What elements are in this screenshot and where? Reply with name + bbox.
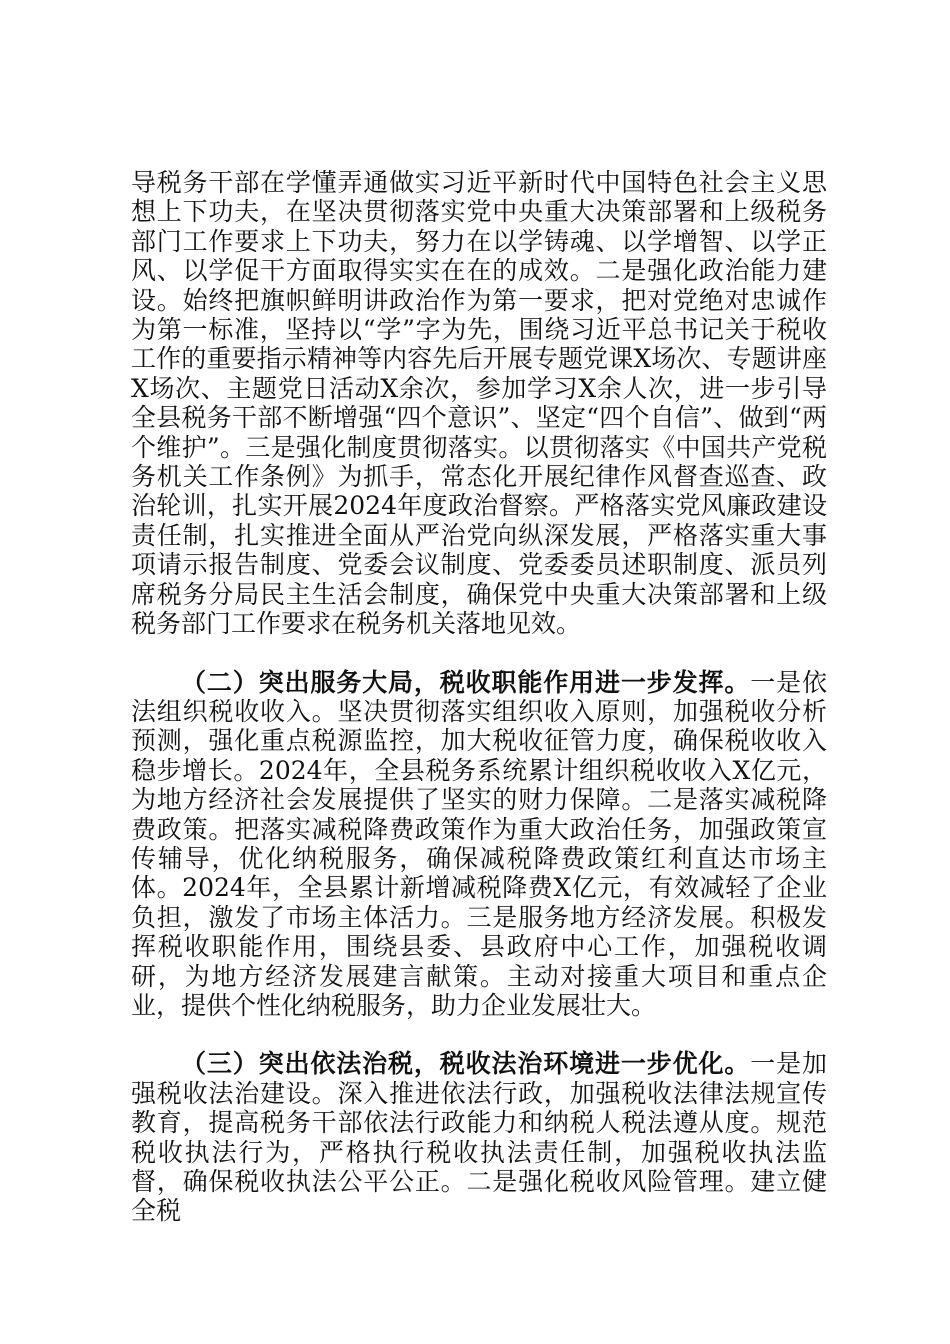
paragraph-gap: [131, 639, 827, 668]
document-body: [131, 168, 827, 1226]
paragraph-party-building: [131, 168, 827, 639]
paragraph-rule-of-law: [131, 1049, 827, 1225]
paragraph-text: 一是加强税收法治建设。深入推进依法行政，加强税收法律法规宣传教育，提高税务干部依法行政能力和纳税人税法遵从度。规范税收执法行为，严格执行税收执法责任制，加强税收执法监督，确保税收执法公平公正。二是强化税收风险管理。建立健全税: [131, 1049, 827, 1226]
paragraph-text: 导税务干部在学懂弄通做实习近平新时代中国特色社会主义思想上下功夫，在坚决贯彻落实党中央重大决策部署和上级税务部门工作要求上下功夫，努力在以学铸魂、以学增智、以学正风、以学促干方面取得实实在在的成效。二是强化政治能力建设。始终把旗帜鲜明讲政治作为第一要求，把对党绝对忠诚作为第一标准，坚持以“学”字为先，围绕习近平总书记关于税收工作的重要指示精神等内容先后开展专题党课X场次、专题讲座X场次、主题党日活动X余次，参加学习X余人次，进一步引导全县税务干部不断增强“四个意识”、坚定“四个自信”、做到“两个维护”。三是强化制度贯彻落实。以贯彻落实《中国共产党税务机关工作条例》为抓手，常态化开展纪律作风督查巡查、政治轮训，扎实开展2024年度政治督察。严格落实党风廉政建设责任制，扎实推进全面从严治党向纵深发展，严格落实重大事项请示报告制度、党委会议制度、党委委员述职制度、派员列席税务分局民主生活会制度，确保党中央重大决策部署和上级税务部门工作要求在税务机关落地见效。: [131, 168, 827, 639]
paragraph-serve-overall: [131, 668, 827, 1021]
paragraph-text: 一是依法组织税收收入。坚决贯彻落实组织收入原则，加强税收分析预测，强化重点税源监控，加大税收征管力度，确保税收收入稳步增长。2024年，全县税务系统累计组织税收收入X亿元，为地方经济社会发展提供了坚实的财力保障。二是落实减税降费政策。把落实减税降费政策作为重大政治任务，加强政策宣传辅导，优化纳税服务，确保减税降费政策红利直达市场主体。2024年，全县累计新增减税降费X亿元，有效减轻了企业负担，激发了市场主体活力。三是服务地方经济发展。积极发挥税收职能作用，围绕县委、县政府中心工作，加强税收调研，为地方经济发展建言献策。主动对接重大项目和重点企业，提供个性化纳税服务，助力企业发展壮大。: [131, 667, 827, 1020]
paragraph-gap: [131, 1020, 827, 1049]
section-heading: （三）突出依法治税，税收法治环境进一步优化。: [181, 1049, 751, 1079]
section-heading: （二）突出服务大局，税收职能作用进一步发挥。: [181, 667, 751, 697]
